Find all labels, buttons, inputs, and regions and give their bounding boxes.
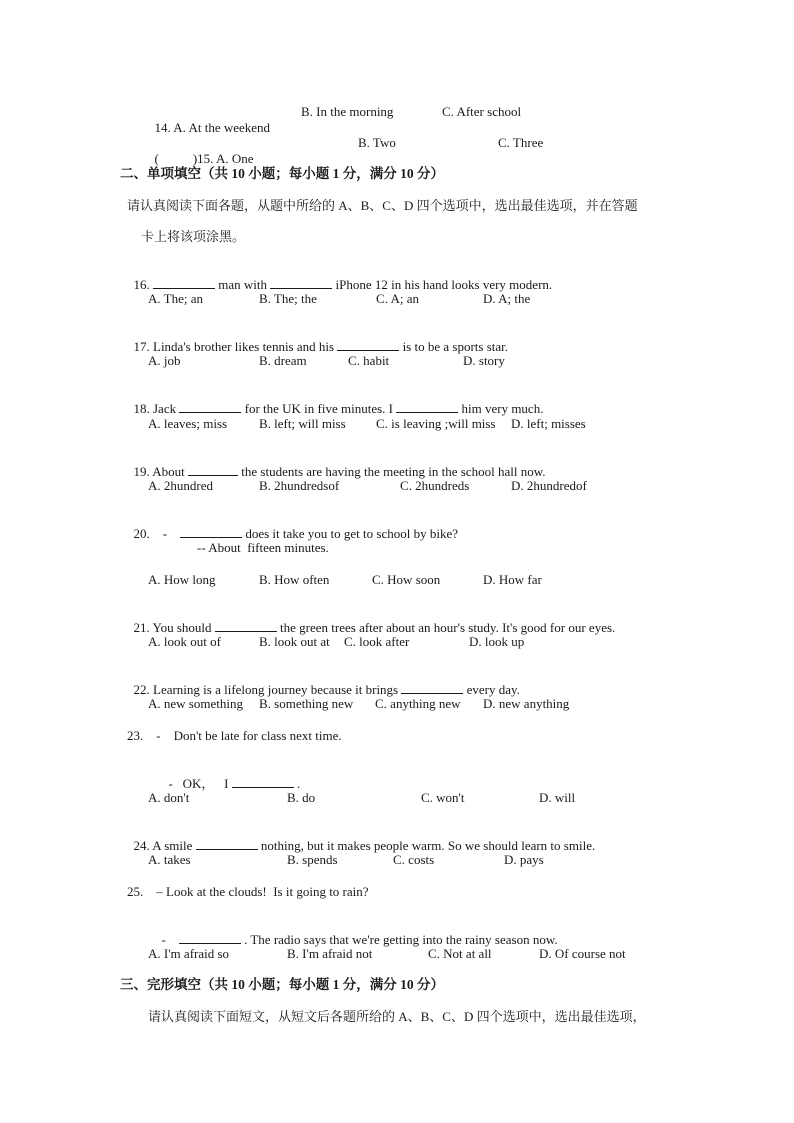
answer-blank [196, 837, 258, 850]
answer-blank [153, 276, 215, 289]
answer-paren-close: )15. [192, 151, 216, 166]
question-14 [148, 104, 270, 136]
option-c: C. anything new [375, 696, 461, 711]
option-b: B. I'm afraid not [287, 946, 373, 961]
answer-blank [188, 463, 238, 476]
option-a: A. 2hundred [148, 478, 213, 493]
question-15 [148, 135, 254, 167]
question-23: 23. - Don't be late for class next time. [127, 728, 342, 743]
option-c: C. A; an [376, 291, 419, 306]
question-number: 14. [154, 120, 174, 135]
option-b: B. How often [259, 572, 330, 587]
question-24: 24. A smile nothing, but it makes people warm. So we should learn to smile. [133, 838, 596, 853]
question-18: 18. Jack for the UK in five minutes. I him very much. [133, 401, 544, 416]
answer-blank [179, 931, 241, 944]
question-25: 25. – Look at the clouds! Is it going to rain? [127, 884, 369, 899]
option-d: D. 2hundredof [511, 478, 587, 493]
option-a: A. new something [148, 696, 243, 711]
option-b: B. 2hundredsof [259, 478, 340, 493]
option-d: D. story [463, 353, 505, 368]
option-d: D. How far [483, 572, 542, 587]
option-a: A. At the weekend [173, 120, 271, 135]
section-3-title: 三、完形填空（共 10 小题；每小题 1 分，满分 10 分） [120, 977, 444, 992]
option-d: D. look up [469, 634, 525, 649]
answer-blank [396, 400, 458, 413]
option-c: C. costs [393, 852, 435, 867]
option-c: C. look after [344, 634, 410, 649]
option-d: D. pays [504, 852, 544, 867]
option-b: B. Two [358, 135, 396, 150]
option-c: C. won't [421, 790, 465, 805]
option-a: A. leaves; miss [148, 416, 228, 431]
question-21: 21. You should the green trees after about an hour's study. It's good for our eyes. [133, 620, 616, 635]
answer-blank [232, 775, 294, 788]
option-c: C. How soon [372, 572, 441, 587]
option-b: B. something new [259, 696, 354, 711]
option-a: A. look out of [148, 634, 221, 649]
dialogue-reply: - . The radio says that we're getting into the rainy season now. [161, 932, 558, 947]
option-d: D. will [539, 790, 576, 805]
option-d: D. Of course not [539, 946, 626, 961]
question-20: 20. - does it take you to get to school by bike? [133, 526, 458, 541]
question-17: 17. Linda's brother likes tennis and his is to be a sports star. [133, 339, 508, 354]
option-a: A. How long [148, 572, 216, 587]
option-a: A. One [215, 151, 254, 166]
option-b: B. look out at [259, 634, 330, 649]
dialogue-reply: -- About fifteen minutes. [197, 540, 329, 555]
option-d: D. new anything [483, 696, 570, 711]
question-19: 19. About the students are having the meeting in the school hall now. [133, 464, 546, 479]
option-d: D. left; misses [511, 416, 586, 431]
option-b: B. The; the [259, 291, 317, 306]
option-a: A. The; an [148, 291, 203, 306]
answer-blank [215, 619, 277, 632]
option-c: C. is leaving ;will miss [376, 416, 496, 431]
option-c: C. habit [348, 353, 390, 368]
option-d: D. A; the [483, 291, 531, 306]
answer-blank [401, 681, 463, 694]
answer-blank [180, 525, 242, 538]
option-b: B. dream [259, 353, 307, 368]
option-c: C. Not at all [428, 946, 492, 961]
option-c: C. After school [442, 104, 522, 119]
section-2-title: 二、单项填空（共 10 小题；每小题 1 分，满分 10 分） [120, 166, 444, 181]
option-c: C. 2hundreds [400, 478, 470, 493]
option-b: B. do [287, 790, 316, 805]
option-b: B. left; will miss [259, 416, 346, 431]
question-22: 22. Learning is a lifelong journey because it brings every day. [133, 682, 520, 697]
option-a: A. I'm afraid so [148, 946, 230, 961]
option-b: B. spends [287, 852, 338, 867]
section-2-instructions-line-1: 请认真阅读下面各题，从题中所给的 A、B、C、D 四个选项中，选出最佳选项，并在答题 [127, 198, 638, 213]
answer-blank [337, 338, 399, 351]
answer-paren-open: ( [154, 151, 159, 166]
question-16: 16. man with iPhone 12 in his hand looks very modern. [133, 277, 553, 292]
option-a: A. job [148, 353, 181, 368]
section-2-instructions-line-2: 卡上将该项涂黑。 [141, 229, 246, 244]
dialogue-reply: - OK， I . [168, 776, 301, 791]
answer-blank [179, 400, 241, 413]
section-3-instructions-line-1: 请认真阅读下面短文，从短文后各题所给的 A、B、C、D 四个选项中，选出最佳选项， [148, 1009, 646, 1024]
option-a: A. don't [148, 790, 190, 805]
option-a: A. takes [148, 852, 191, 867]
option-b: B. In the morning [301, 104, 394, 119]
answer-blank [270, 276, 332, 289]
option-c: C. Three [498, 135, 544, 150]
